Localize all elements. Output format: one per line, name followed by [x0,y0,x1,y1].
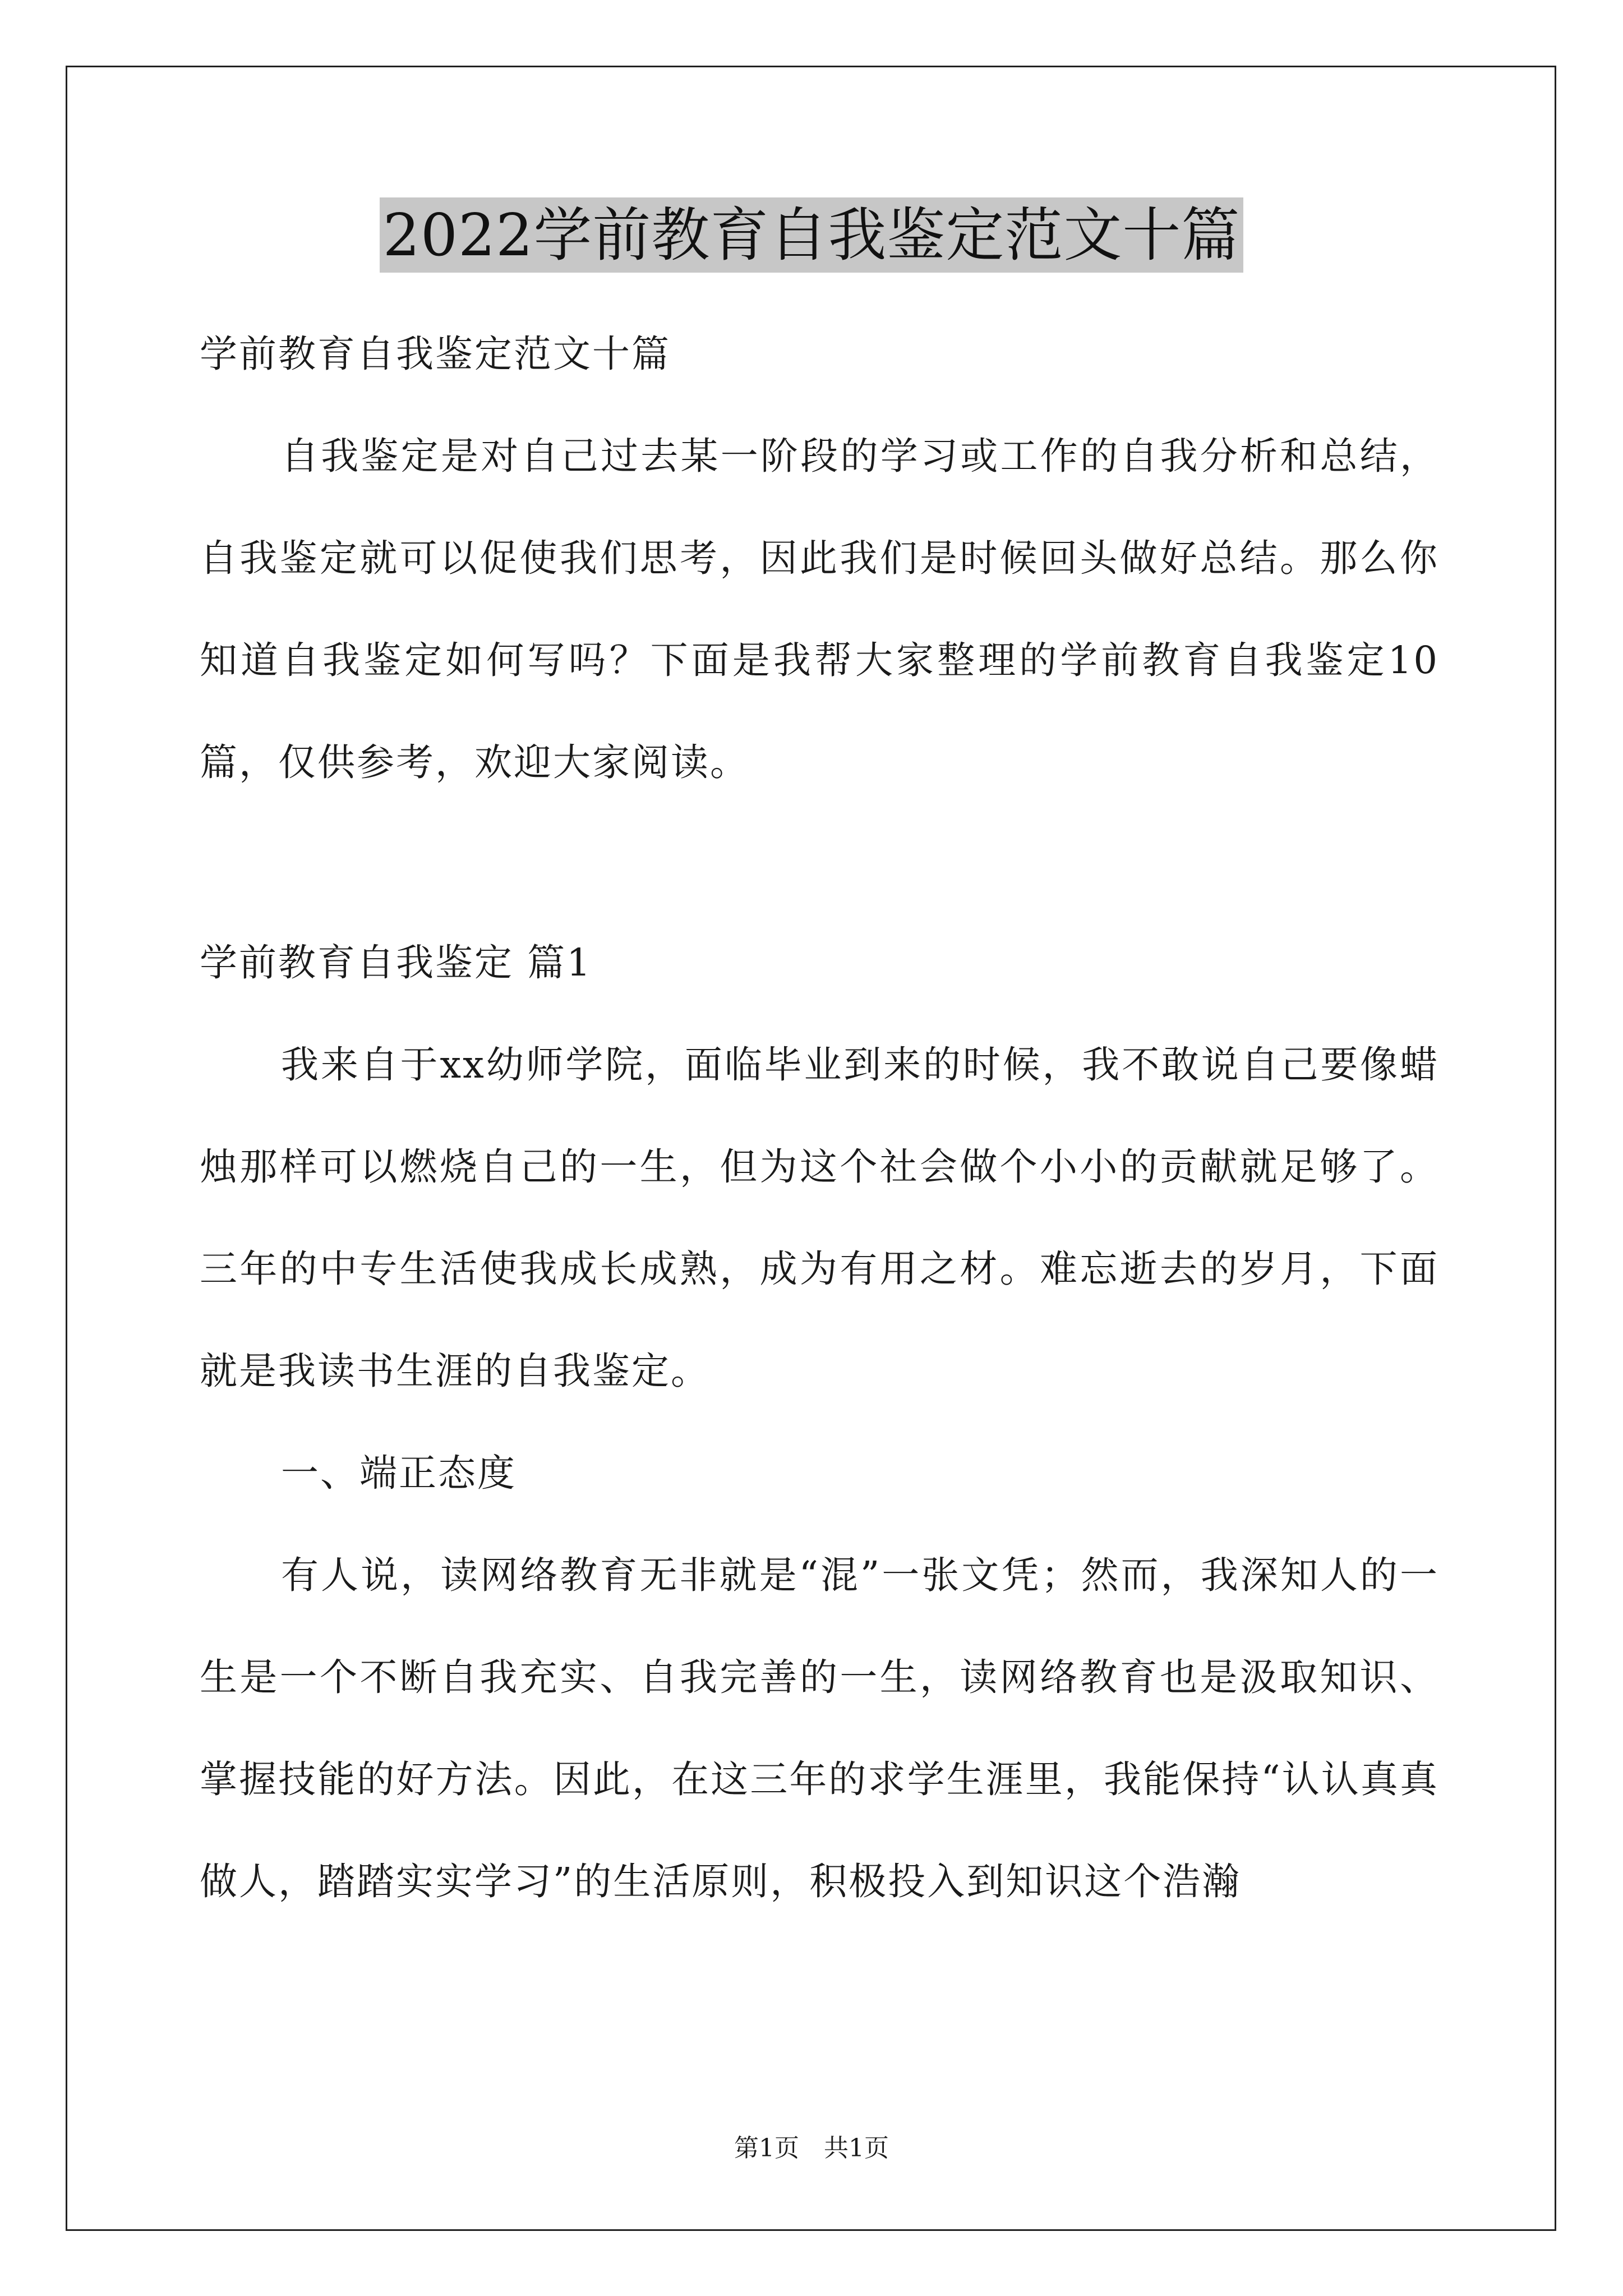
page-number-current: 第1页 [734,2134,799,2162]
paragraph-gap [200,813,1439,912]
page-number-total: 共1页 [824,2134,889,2162]
section-paragraph-1: 我来自于xx幼师学院，面临毕业到来的时候，我不敢说自己要像蜡烛那样可以燃烧自己的一生，但为这个社会做个小小的贡献就足够了。三年的中专生活使我成长成熟，成为有用之材。难忘逝去的岁月，下面就是我读书生涯的自我鉴定。 [200,1043,1439,1393]
section-paragraph-2: 有人说，读网络教育无非就是“混”一张文凭；然而，我深知人的一生是一个不断自我充实、自我完善的一生，读网络教育也是汲取知识、掌握技能的好方法。因此，在这三年的求学生涯里，我能保持“认认真真做人，踏踏实实学习”的生活原则，积极投入到知识这个浩瀚 [200,1553,1439,1903]
section-heading: 学前教育自我鉴定 篇1 [200,941,592,984]
document-body [200,303,1439,1932]
document-title: 2022学前教育自我鉴定范文十篇 [380,197,1244,273]
title-container [0,197,1623,273]
point-heading: 一、端正态度 [281,1451,517,1495]
intro-paragraph: 自我鉴定是对自己过去某一阶段的学习或工作的自我分析和总结，自我鉴定就可以促使我们思考，因此我们是时候回头做好总结。那么你知道自我鉴定如何写吗？下面是我帮大家整理的学前教育自我鉴定10篇，仅供参考，欢迎大家阅读。 [200,434,1439,784]
document-subtitle: 学前教育自我鉴定范文十篇 [200,332,671,376]
page-footer [0,2132,1623,2165]
